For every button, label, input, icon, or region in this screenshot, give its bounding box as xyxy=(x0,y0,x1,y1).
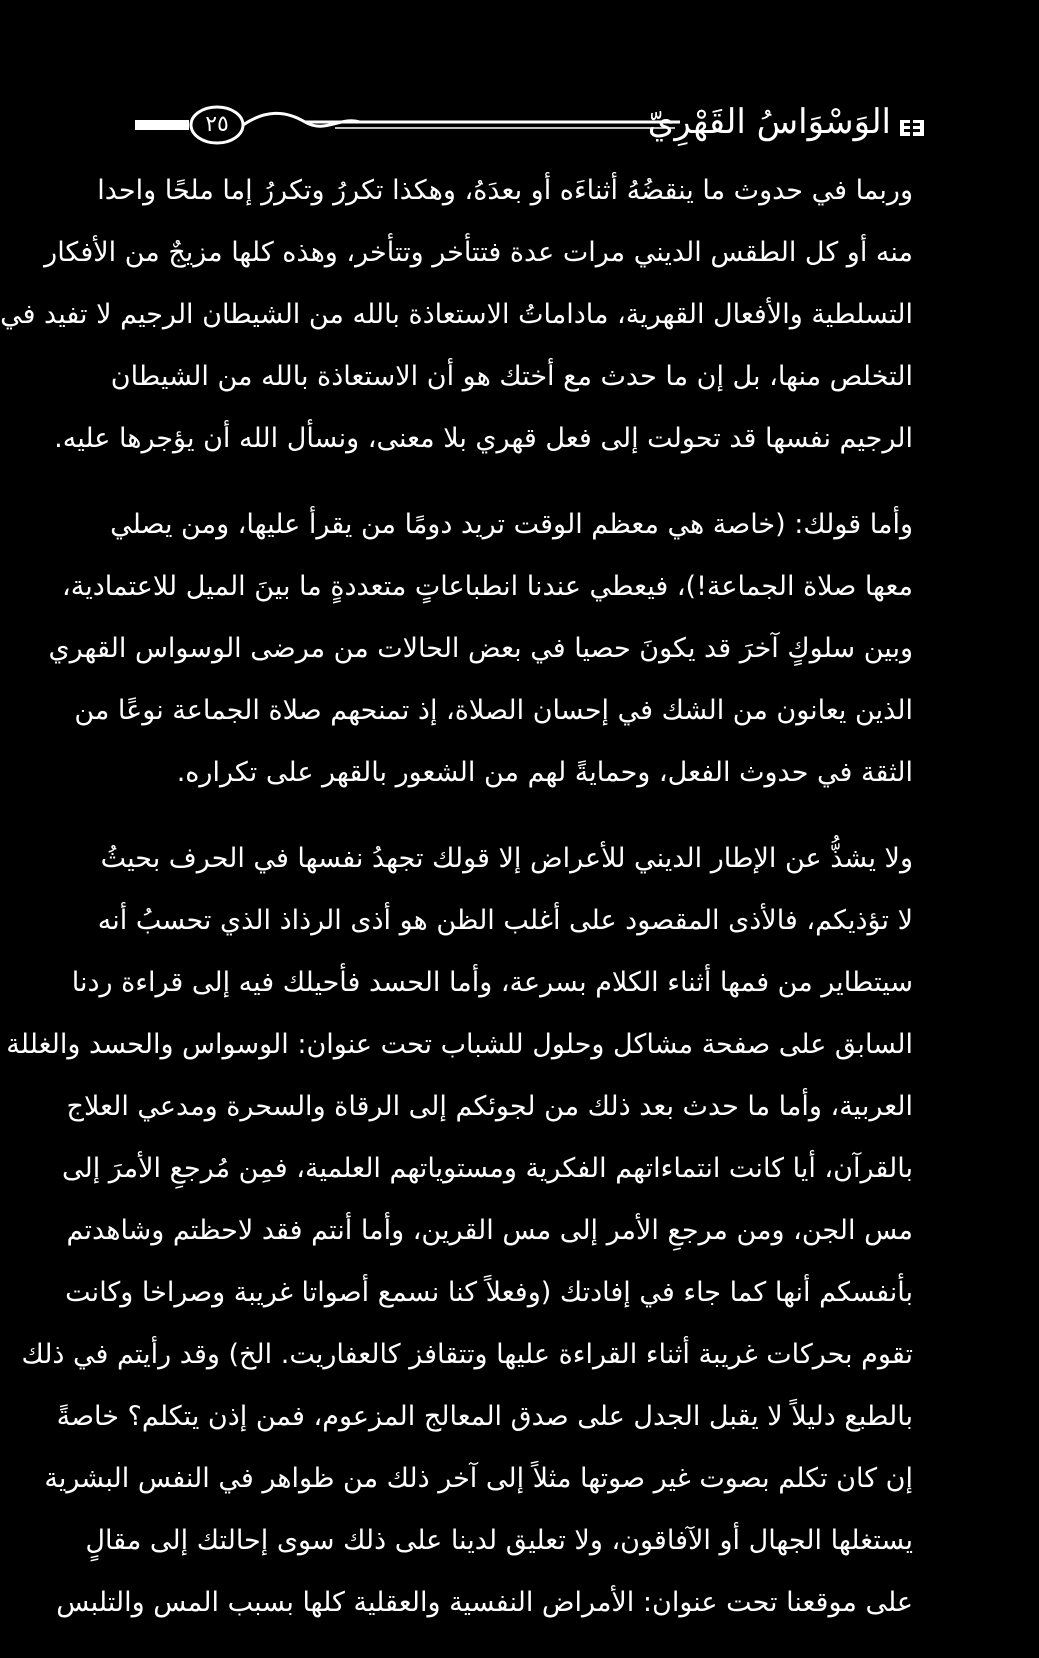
text-line: وربما في حدوث ما ينقضُهُ أثناءَه أو بعدَهُ، وهكذا تكررُ وتكررُ إما ملحًا واحدا xyxy=(97,175,913,206)
paragraph-2 xyxy=(48,494,913,804)
text-line: بأنفسكم أنها كما جاء في إفادتك (وفعلاً كنا نسمع أصواتا غريبة وصراخا وكانت xyxy=(65,1277,913,1308)
text-line: سيتطاير من فمها أثناء الكلام بسرعة، وأما الحسد فأحيلك فيه إلى قراءة ردنا xyxy=(71,967,913,998)
text-line: لا تؤذيكم، فالأذى المقصود على أغلب الظن هو أذى الرذاذ الذي تحسبُ أنه xyxy=(97,905,913,936)
text-line: التسلطية والأفعال القهرية، ماداماتُ الاستعاذة بالله من الشيطان الرجيم لا تفيد في xyxy=(0,299,913,330)
text-line: معها صلاة الجماعة!)، فيعطي عندنا انطباعاتٍ متعددةٍ ما بينَ الميل للاعتمادية، xyxy=(62,571,913,602)
text-line: وأما قولك: (خاصة هي معظم الوقت تريد دومًا من يقرأ عليها، ومن يصلي xyxy=(110,509,913,540)
text-line: التخلص منها، بل إن ما حدث مع أختك هو أن الاستعاذة بالله من الشيطان xyxy=(110,361,913,392)
text-line: بالطبع دليلاً لا يقبل الجدل على صدق المعالج المزعوم، فمن إذن يتكلم؟ خاصةً xyxy=(56,1401,913,1432)
text-line: العربية، وأما ما حدث بعد ذلك من لجوئكم إلى الرقاة والسحرة ومدعي العلاج xyxy=(66,1091,913,1122)
text-line: تقوم بحركات غريبة أثناء القراءة عليها وتتقافز كالعفاريت. الخ) وقد رأيتم في ذلك xyxy=(21,1339,913,1370)
text-line: إن كان تكلم بصوت غير صوتها مثلاً إلى آخر ذلك من ظواهر في النفس البشرية xyxy=(44,1463,913,1494)
text-line: منه أو كل الطقس الديني مرات عدة فتتأخر وتتأخر، وهذه كلها مزيجٌ من الأفكار xyxy=(44,237,913,268)
text-line: الذين يعانون من الشك في إحسان الصلاة، إذ تمنحهم صلاة الجماعة نوعًا من xyxy=(74,695,913,726)
text-line: ولا يشذُّ عن الإطار الديني للأعراض إلا قولك تجهدُ نفسها في الحرف بحيثُ xyxy=(100,843,913,874)
text-line: الثقة في حدوث الفعل، وحمايةً لهم من الشعور بالقهر على تكراره. xyxy=(176,757,913,788)
page-header xyxy=(135,92,925,162)
running-title: الوَسْوَاسُ القَهْرِيّ xyxy=(647,102,891,142)
text-line: مس الجن، ومن مرجعِ الأمر إلى مس القرين، وأما أنتم فقد لاحظتم وشاهدتم xyxy=(66,1215,913,1246)
page-number: ٢٥ xyxy=(205,111,229,137)
text-line: بالقرآن، أيا كانت انتماءاتهم الفكرية ومستوياتهم العلمية، فمِن مُرجعِ الأمرَ إلى xyxy=(61,1153,913,1184)
text-line: الرجيم نفسها قد تحولت إلى فعل قهري بلا معنى، ونسأل الله أن يؤجرها عليه. xyxy=(54,423,913,454)
page-body xyxy=(0,160,913,1658)
text-line: وبين سلوكٍ آخرَ قد يكونَ حصيا في بعض الحالات من مرضى الوسواس القهري xyxy=(48,633,913,664)
text-line: يستغلها الجهال أو الآفاقون، ولا تعليق لدينا على ذلك سوى إحالتك إلى مقالٍ xyxy=(85,1525,913,1556)
bookmark-ornament-icon xyxy=(899,118,925,138)
text-line: على موقعنا تحت عنوان: الأمراض النفسية والعقلية كلها بسبب المس والتلبس xyxy=(56,1587,913,1618)
paragraph-3 xyxy=(6,828,913,1634)
paragraph-1 xyxy=(0,160,913,470)
text-line: السابق على صفحة مشاكل وحلول للشباب تحت عنوان: الوسواس والحسد والغللة xyxy=(6,1029,913,1060)
